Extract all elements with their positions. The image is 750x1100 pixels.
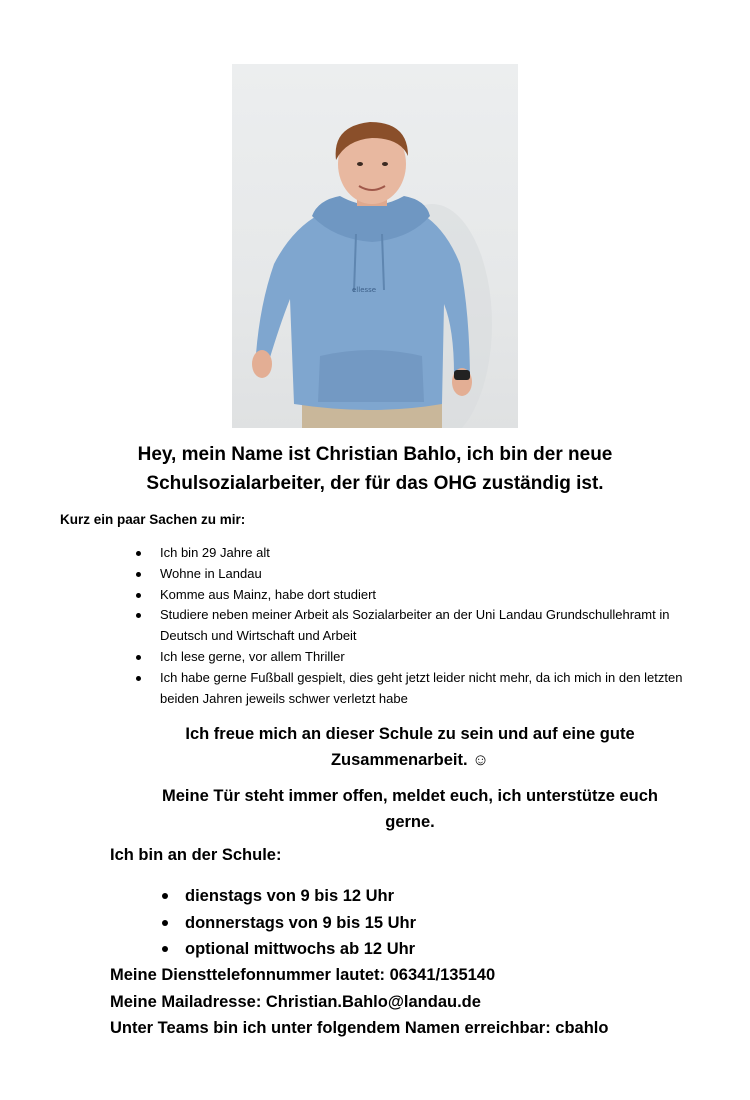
schedule-list	[185, 883, 416, 963]
closing-line-3: Meine Tür steht immer offen, meldet euch, ich unterstütze euch	[162, 787, 658, 805]
intro-line-2: Schulsozialarbeiter, der für das OHG zuständig ist.	[146, 473, 604, 494]
intro-line-1: Hey, mein Name ist Christian Bahlo, ich bin der neue	[137, 444, 613, 465]
contact-block	[110, 962, 608, 1042]
teams-line: Unter Teams bin ich unter folgendem Namen erreichbar: cbahlo	[110, 1019, 609, 1037]
closing-line-4: gerne.	[385, 813, 435, 831]
list-item: Komme aus Mainz, habe dort studiert	[160, 585, 720, 606]
schedule-item: dienstags von 9 bis 12 Uhr	[185, 883, 416, 910]
list-item: Ich bin 29 Jahre alt	[160, 543, 720, 564]
closing-line-1: Ich freue mich an dieser Schule zu sein und auf eine gute	[185, 725, 635, 743]
schedule-title: Ich bin an der Schule:	[110, 846, 282, 864]
closing-text-1	[100, 721, 720, 773]
portrait-photo	[232, 64, 518, 428]
about-list	[160, 543, 720, 709]
list-item: Studiere neben meiner Arbeit als Sozialarbeiter an der Uni Landau Grundschullehramt in Deutsch und Wirtschaft und Arbeit	[160, 605, 720, 647]
list-item: Ich habe gerne Fußball gespielt, dies geht jetzt leider nicht mehr, da ich mich in den letzten beiden Jahren jeweils schwer verletzt habe	[160, 668, 720, 710]
svg-text:ellesse: ellesse	[352, 286, 377, 294]
closing-text-2	[100, 783, 720, 835]
schedule-item: donnerstags von 9 bis 15 Uhr	[185, 910, 416, 937]
schedule-item: optional mittwochs ab 12 Uhr	[185, 936, 416, 963]
about-title: Kurz ein paar Sachen zu mir:	[60, 512, 246, 527]
intro-heading	[40, 440, 710, 498]
mail-line: Meine Mailadresse: Christian.Bahlo@landau.de	[110, 992, 481, 1011]
portrait-illustration	[232, 64, 518, 428]
list-item: Ich lese gerne, vor allem Thriller	[160, 647, 720, 668]
closing-line-2: Zusammenarbeit. ☺	[330, 751, 490, 769]
phone-line: Meine Diensttelefonnummer lautet: 06341/135140	[110, 966, 496, 984]
list-item: Wohne in Landau	[160, 564, 720, 585]
